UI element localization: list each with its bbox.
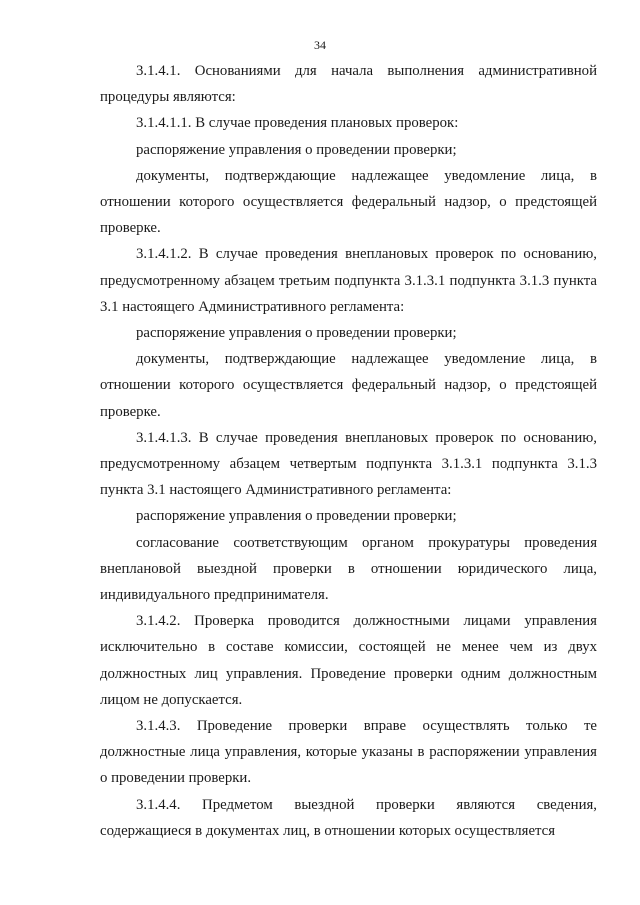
page-number: 34 xyxy=(314,38,326,52)
list-item-prosecutor-approval: согласование соответствующим органом прокуратуры проведения внеплановой выездной проверки в отношении юридического лица, индивидуального предпринимателя. xyxy=(100,534,597,604)
paragraph-3-1-4-1-2: 3.1.4.1.2. В случае проведения внеплановых проверок по основанию, предусмотренному абзацем третьим подпункта 3.1.3.1 подпункта 3.1.3 пункта 3.1 настоящего Административного регламента: xyxy=(100,246,597,315)
list-item-notification-documents: документы, подтверждающие надлежащее уведомление лица, в отношении которого осуществляется федеральный надзор, о предстоящей проверке. xyxy=(100,351,597,420)
paragraph-3-1-4-1-1: 3.1.4.1.1. В случае проведения плановых проверок: xyxy=(136,115,459,132)
list-item-order: распоряжение управления о проведении проверки; xyxy=(136,508,457,525)
paragraph-3-1-4-1-3: 3.1.4.1.3. В случае проведения внеплановых проверок по основанию, предусмотренному абзацем четвертым подпункта 3.1.3.1 подпункта 3.1.3 пункта 3.1 настоящего Административного регламента: xyxy=(100,429,597,499)
list-item-order: распоряжение управления о проведении проверки; xyxy=(136,325,457,342)
paragraph-3-1-4-3: 3.1.4.3. Проведение проверки вправе осуществлять только те должностные лица управления, которые указаны в распоряжении управления о проведении проверки. xyxy=(100,718,597,787)
paragraph-3-1-4-1: 3.1.4.1. Основаниями для начала выполнения административной процедуры являются: xyxy=(100,63,597,106)
paragraph-3-1-4-2: 3.1.4.2. Проверка проводится должностными лицами управления исключительно в составе комиссии, состоящей не менее чем из двух должностных лиц управления. Проведение проверки одним должностным лицом не допускается. xyxy=(100,613,597,708)
paragraph-3-1-4-4: 3.1.4.4. Предметом выездной проверки являются сведения, содержащиеся в документах лиц, в отношении которых осуществляется xyxy=(100,796,597,839)
document-body xyxy=(100,58,597,844)
list-item-order: распоряжение управления о проведении проверки; xyxy=(136,141,457,158)
list-item-notification-documents: документы, подтверждающие надлежащее уведомление лица, в отношении которого осуществляется федеральный надзор, о предстоящей проверке. xyxy=(100,167,597,237)
